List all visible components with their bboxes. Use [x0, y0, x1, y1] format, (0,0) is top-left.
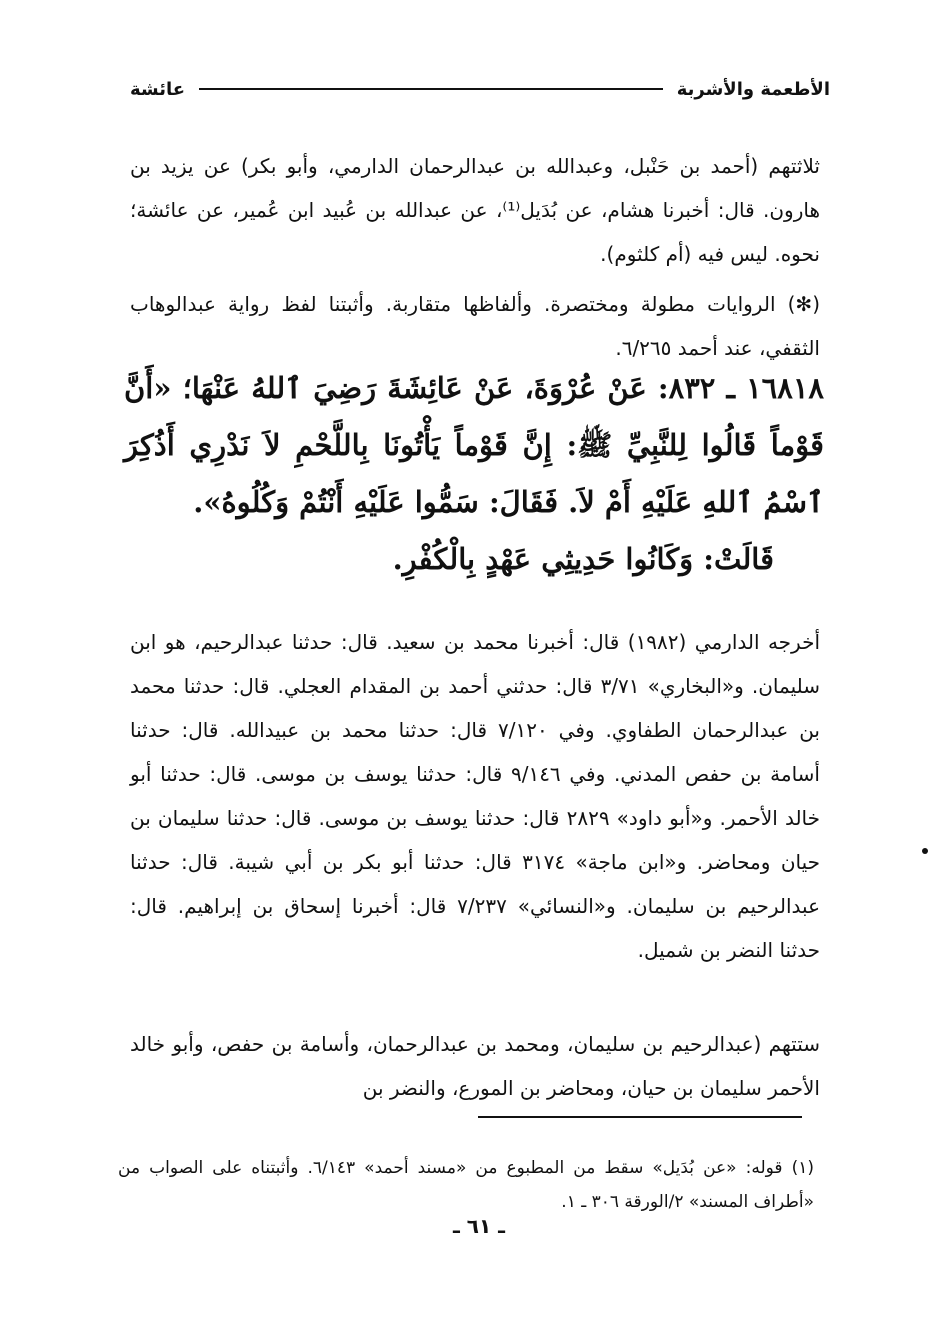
hadith-last-line: قَالَتْ: وَكَانُوا حَدِيثِي عَهْدٍ بِالْكُفْرِ.	[392, 542, 774, 576]
header-section-title: عائشة	[130, 78, 186, 100]
paragraph-continuation: ستتهم (عبدالرحيم بن سليمان، ومحمد بن عبدالرحمان، وأسامة بن حفص، وأبو خالد الأحمر سليمان بن حيان، ومحاضر بن المورع، والنضر بن	[130, 1032, 820, 1100]
header-book-title: الأطعمة والأشربة	[676, 78, 830, 100]
hadith-main: ١٦٨١٨ ـ ٨٣٢: عَنْ عُرْوَةَ، عَنْ عَائِشَةَ رَضِيَ ٱللهُ عَنْهَا؛ «أَنَّ قَوْماً قَالُوا لِلنَّبِيِّ ﷺ: إِنَّ قَوْماً يَأْتُونَا بِاللَّحْمِ لاَ نَدْرِي أَذُكِرَ ٱسْمُ ٱللهِ عَلَيْهِ أَمْ لاَ. فَقَالَ: سَمُّوا عَلَيْهِ أَنْتُمْ وَكُلُوهُ».	[124, 371, 824, 519]
running-header	[130, 74, 830, 104]
page-number: ـ ٦١ ـ	[452, 1214, 506, 1238]
header-rule	[199, 88, 663, 90]
hadith-text	[124, 360, 824, 588]
paragraph-chain-summary: ثلاثتهم (أحمد بن حَنْبل، وعبدالله بن عبدالرحمان الدارمي، وأبو بكر) عن يزيد بن هارون. قال: أخبرنا هشام، عن بُدَيل⁽¹⁾، عن عبدالله بن عُبيد ابن عُمير، عن عائشة؛ نحوه. ليس فيه (أم كلثوم).	[130, 154, 821, 266]
margin-dot	[922, 848, 928, 854]
footnote-1: (١) قوله: «عن بُدَيل» سقط من المطبوع من «مسند أحمد» ٦/١٤٣. وأثبتناه على الصواب من «أطراف المسند» ٢/الورقة ٣٠٦ ـ ١.	[118, 1158, 814, 1212]
footnote-divider	[478, 1116, 802, 1118]
paragraph-takhrij: أخرجه الدارمي (١٩٨٢) قال: أخبرنا محمد بن سعيد. قال: حدثنا عبدالرحيم، هو ابن سليمان. و«البخاري» ٣/٧١ قال: حدثني أحمد بن المقدام العجلي. قال: حدثنا محمد بن عبدالرحمان الطفاوي. وفي ٧/١٢٠ قال: حدثنا محمد بن عبيدالله. قال: حدثنا أسامة بن حفص المدني. وفي ٩/١٤٦ قال: حدثنا يوسف بن موسى. قال: حدثنا أبو خالد الأحمر. و«أبو داود» ٢٨٢٩ قال: حدثنا يوسف بن موسى. قال: حدثنا سليمان بن حيان ومحاضر. و«ابن ماجة» ٣١٧٤ قال: حدثنا أبو بكر بن أبي شيبة. قال: حدثنا عبدالرحيم بن سليمان. و«النسائي» ٧/٢٣٧ قال: أخبرنا إسحاق بن إبراهيم. قال: حدثنا النضر بن شميل.	[130, 630, 821, 962]
paragraph-note: (✻) الروايات مطولة ومختصرة. وألفاظها متقاربة. وأثبتنا لفظ رواية عبدالوهاب الثقفي، عند أحمد ٦/٢٦٥.	[130, 292, 820, 360]
